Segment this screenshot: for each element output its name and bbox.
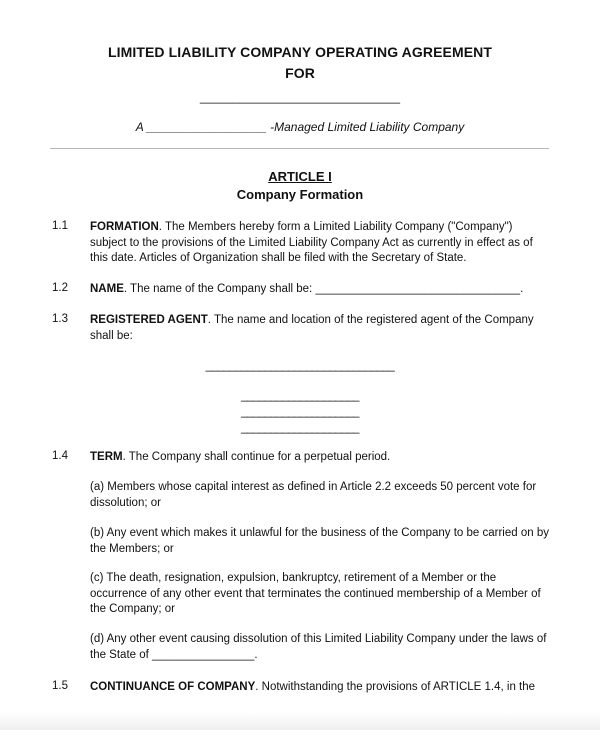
agent-address-blank: ____________________ [241, 390, 359, 402]
article-heading: Company Formation [236, 187, 364, 202]
section-term-period: TERM. The Company shall continue for a perpetual period. [90, 451, 391, 463]
header-divider [50, 148, 549, 149]
document-title: LIMITED LIABILITY COMPANY OPERATING AGREEMENT [107, 44, 493, 60]
section-term: CONTINUANCE OF COMPANY [90, 681, 256, 693]
section-continuance: CONTINUANCE OF COMPANY. Notwithstanding the provisions of ARTICLE 1.4, in the [90, 681, 536, 693]
agent-address-blank: ____________________ [241, 422, 359, 434]
section-term: TERM [90, 451, 123, 463]
section-number: 1.2 [52, 282, 68, 294]
agent-address-blank: ____________________ [241, 406, 359, 418]
term-item: (c) The death, resignation, expulsion, bankruptcy, retirement of a Member or the occurrence of any other event that terminates the continued membership of a Member of the Company; or [90, 572, 541, 616]
term-item: (d) Any other event causing dissolution of this Limited Liability Company under the laws of the State of ________________. [90, 633, 547, 661]
section-term: NAME [90, 283, 124, 295]
document-title-for: FOR [285, 65, 315, 81]
page-bottom-fade [0, 712, 600, 730]
section-number: 1.5 [52, 680, 68, 692]
section-name: NAME. The name of the Company shall be: ________________________________. [90, 283, 524, 295]
section-term: FORMATION [90, 221, 159, 233]
article-number: ARTICLE I [268, 169, 332, 184]
section-term: REGISTERED AGENT [90, 314, 208, 326]
agent-name-blank: ________________________________ [205, 360, 395, 372]
section-number: 1.4 [52, 450, 68, 462]
managed-type-line: A __________________ -Managed Limited Liability Company [135, 120, 465, 134]
section-number: 1.3 [52, 313, 68, 325]
company-name-blank: ______________________________ [199, 90, 401, 104]
section-number: 1.1 [52, 220, 68, 232]
term-item: (b) Any event which makes it unlawful for the business of the Company to be carried on by the Members; or [90, 527, 549, 555]
section-registered-agent: REGISTERED AGENT. The name and location of the registered agent of the Company shall be: [90, 314, 534, 342]
term-item: (a) Members whose capital interest as defined in Article 2.2 exceeds 50 percent vote for dissolution; or [90, 481, 537, 509]
section-formation: FORMATION. The Members hereby form a Limited Liability Company ("Company") subject to the provisions of the Limited Liability Company Act as currently in effect as of this date. Articles of Organization shall be filed with the Secretary of State. [90, 221, 533, 265]
